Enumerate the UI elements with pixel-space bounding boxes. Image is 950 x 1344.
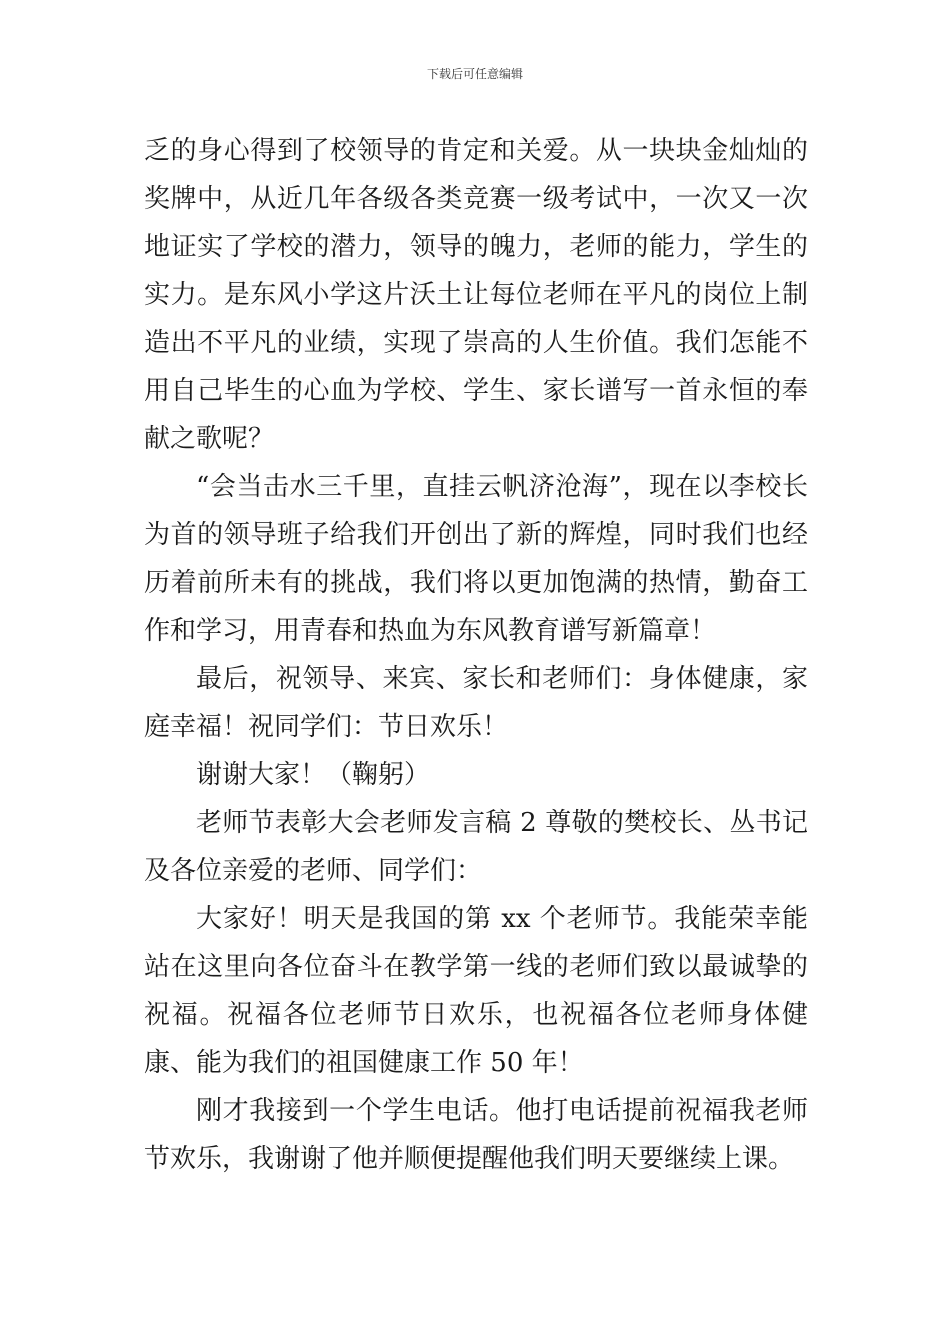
- text-line: 大家好！明天是我国的第 xx 个老师节。我能荣幸能站: [144, 904, 808, 982]
- text-line: 经历着前所未有的挑战，我们将以更加饱满的热情，勤奋: [144, 520, 808, 598]
- page-header: 下载后可任意编辑: [426, 67, 523, 81]
- paragraph: [144, 799, 808, 895]
- paragraph: [144, 127, 808, 463]
- text-line: 造出不平凡的业绩，实现了崇高的人生价值。我们怎能不: [144, 328, 808, 358]
- text-line: 奖牌中，从近几年各级各类竞赛一级考试中，一次又一次: [144, 184, 808, 214]
- text-line: 工作和学习，用青春和热血为东风教育谱写新篇章！: [144, 568, 808, 646]
- text-line: 节欢乐，我谢谢了他并顺便提醒他我们明天要继续上课。: [144, 1144, 795, 1174]
- text-line: 最后，祝领导、来宾、家长和老师们：身体健康，家: [196, 664, 808, 694]
- text-line: 在这里向各位奋斗在教学第一线的老师们致以最诚挚的祝: [144, 952, 808, 1030]
- text-line: 乏的身心得到了校领导的肯定和关爱。从一块块金灿灿的: [144, 136, 808, 166]
- text-line: 庭幸福！祝同学们：节日欢乐！: [144, 712, 509, 742]
- paragraph: [144, 1087, 808, 1183]
- text-line: 献之歌呢？: [144, 424, 275, 454]
- text-line: 用自己毕生的心血为学校、学生、家长谱写一首永恒的奉: [144, 376, 808, 406]
- text-line: 各位亲爱的老师、同学们：: [170, 856, 483, 886]
- text-line: 长为首的领导班子给我们开创出了新的辉煌，同时我们也: [144, 472, 808, 550]
- paragraph: [144, 751, 808, 799]
- paragraph: [144, 463, 808, 655]
- paragraph: [144, 895, 808, 1087]
- text-line: 地证实了学校的潜力，领导的魄力，老师的能力，学生的: [144, 232, 808, 262]
- text-line: “会当击水三千里，直挂云帆济沧海”，现在以李校: [196, 472, 782, 502]
- text-line: 刚才我接到一个学生电话。他打电话提前祝福我老师: [196, 1096, 808, 1126]
- text-line: 老师节表彰大会老师发言稿 2 尊敬的樊校长、丛书记及: [144, 808, 808, 886]
- document-body: [144, 127, 808, 1183]
- text-line: 谢谢大家！（鞠躬）: [196, 760, 431, 790]
- text-line: 能为我们的祖国健康工作 50 年！: [196, 1048, 584, 1078]
- text-line: 实力。是东风小学这片沃土让每位老师在平凡的岗位上制: [144, 280, 808, 310]
- text-line: 福。祝福各位老师节日欢乐，也祝福各位老师身体健康、: [144, 1000, 808, 1078]
- paragraph: [144, 655, 808, 751]
